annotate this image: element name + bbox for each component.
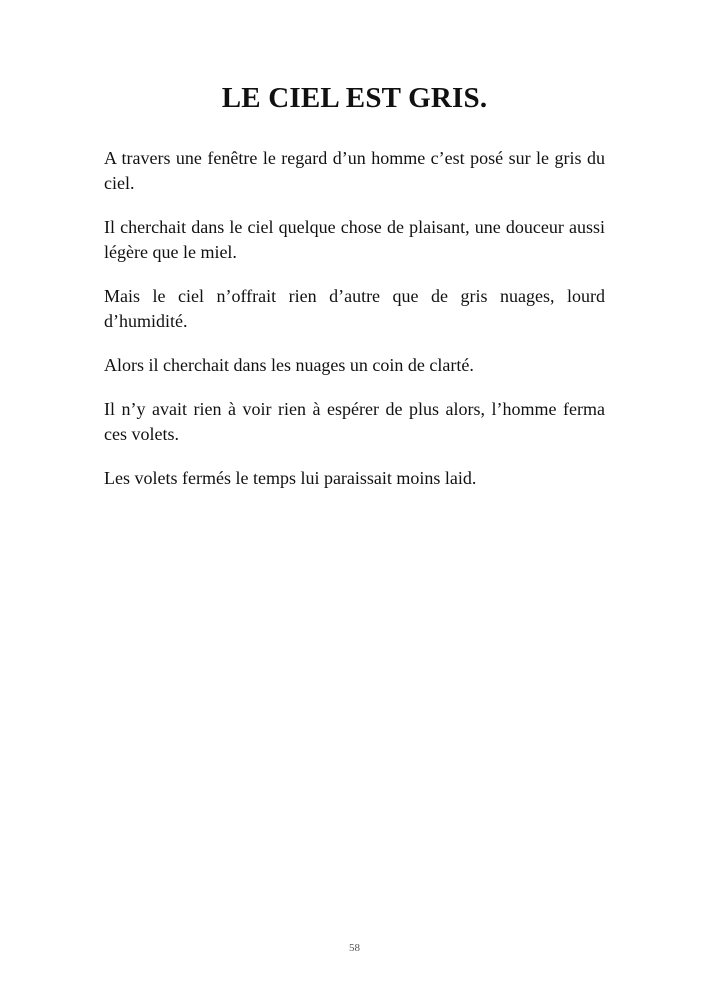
paragraph-6: Les volets fermés le temps lui paraissait moins laid.	[104, 468, 477, 488]
paragraph-1: A travers une fenêtre le regard d’un homme c’est posé sur le gris du ciel.	[104, 148, 605, 193]
paragraph-2: Il cherchait dans le ciel quelque chose de plaisant, une douceur aussi légère que le miel.	[104, 217, 605, 262]
paragraph-5: Il n’y avait rien à voir rien à espérer de plus alors, l’homme ferma ces volets.	[104, 399, 605, 444]
poem-body	[104, 146, 605, 510]
paragraph-3: Mais le ciel n’offrait rien d’autre que de gris nuages, lourd d’humidité.	[104, 286, 605, 331]
page-title: LE CIEL EST GRIS.	[221, 82, 488, 114]
paragraph-4: Alors il cherchait dans les nuages un coin de clarté.	[104, 355, 474, 375]
page-number: 58	[349, 942, 360, 954]
